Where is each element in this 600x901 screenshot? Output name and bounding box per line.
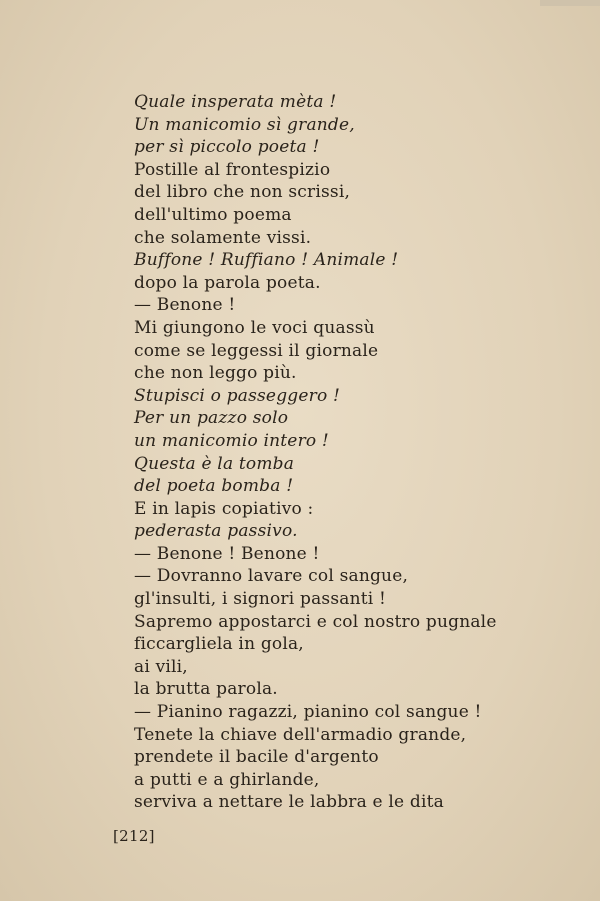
poem-line: Postille al frontespizio [134, 159, 331, 180]
poem-line: — Pianino ragazzi, pianino col sangue ! [134, 702, 482, 723]
poem-line: — Benone ! [134, 295, 236, 316]
poem-line: — Benone ! Benone ! [134, 543, 320, 564]
poem-line: Questa è la tomba [134, 453, 295, 474]
page-edge [540, 0, 600, 6]
poem-line: del libro che non scrissi, [134, 182, 351, 203]
poem-line: prendete il bacile d'argento [134, 747, 379, 768]
page-number: [212] [113, 827, 155, 845]
poem-line: per sì piccolo poeta ! [134, 137, 320, 158]
poem-line: del poeta bomba ! [134, 476, 294, 497]
poem-line: Buffone ! Ruffiano ! Animale ! [134, 250, 399, 271]
poem-line: un manicomio intero ! [134, 430, 329, 451]
poem-line: dell'ultimo poema [134, 204, 292, 225]
poem-line: E in lapis copiativo : [134, 498, 314, 519]
poem-line: Sapremo appostarci e col nostro pugnale [134, 611, 497, 632]
poem-line: ai vili, [134, 656, 188, 677]
poem-line: dopo la parola poeta. [134, 272, 321, 293]
poem-line: gl'insulti, i signori passanti ! [134, 589, 387, 610]
poem-line: serviva a nettare le labbra e le dita [134, 792, 444, 813]
poem-line: che non leggo più. [134, 363, 297, 384]
poem-line: Un manicomio sì grande, [134, 114, 355, 135]
poem-line: Quale insperata mèta ! [134, 92, 337, 112]
poem-line: ficcargliela in gola, [134, 634, 304, 655]
poem-line: Stupisci o passeggero ! [134, 385, 341, 406]
poem-line: — Dovranno lavare col sangue, [134, 566, 409, 587]
poem-line: come se leggessi il giornale [134, 340, 379, 361]
poem-line: Mi giungono le voci quassù [134, 317, 375, 338]
poem-line: Tenete la chiave dell'armadio grande, [134, 724, 467, 745]
poem-line: la brutta parola. [134, 679, 278, 700]
poem-text [134, 91, 574, 814]
poem-line: pederasta passivo. [134, 521, 298, 542]
poem-line: a putti e a ghirlande, [134, 769, 320, 790]
poem-line: che solamente vissi. [134, 227, 312, 248]
poem-line: Per un pazzo solo [134, 408, 289, 429]
